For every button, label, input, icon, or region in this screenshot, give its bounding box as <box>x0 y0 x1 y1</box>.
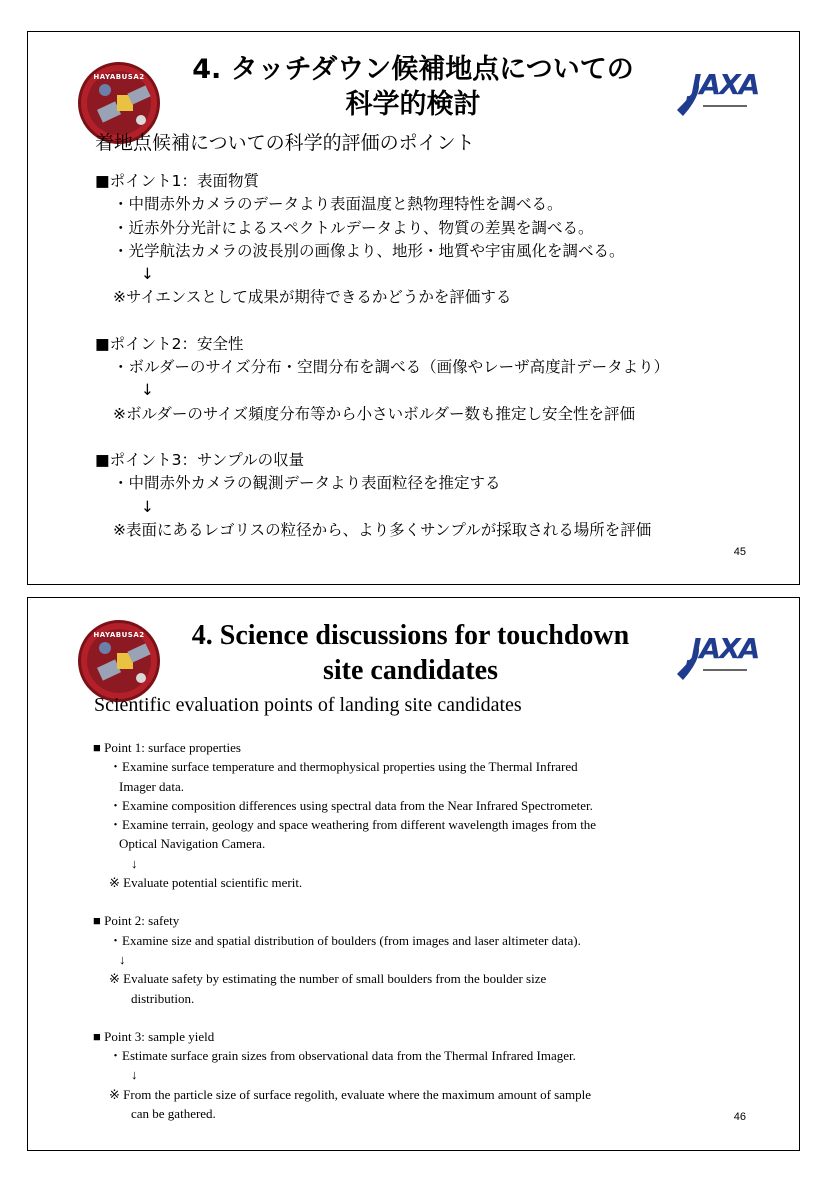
point-1-bullet-2: ・近赤外分光計によるスペクトルデータより、物質の差異を調べる。 <box>113 218 594 237</box>
point-2-bullet-1: ・Examine size and spatial distribution of boulders (from images and laser altimeter data). <box>109 932 581 948</box>
point-1-bullet-2: ・Examine composition differences using spectral data from the Near Infrared Spectrometer. <box>109 797 593 813</box>
point-2-conclusion-cont: distribution. <box>131 990 195 1006</box>
down-arrow-icon: ↓ <box>141 265 154 284</box>
point-3-heading: ■ Point 3: sample yield <box>93 1028 215 1044</box>
logo-text: HAYABUSA2 <box>93 631 145 639</box>
slide-japanese <box>27 31 800 585</box>
page-number: 46 <box>733 1111 746 1123</box>
title-line-2: site candidates <box>323 655 498 686</box>
point-1-conclusion: ※ Evaluate potential scientific merit. <box>109 875 303 891</box>
point-1-heading: ■ Point 1: surface properties <box>93 740 241 755</box>
point-3-bullet-1: ・中間赤外カメラの観測データより表面粒径を推定する <box>113 474 501 493</box>
point-1-heading: ■ポイント1：表面物質 <box>95 172 260 190</box>
logo-text: HAYABUSA2 <box>93 73 145 81</box>
point-1-bullet-3-cont: Optical Navigation Camera. <box>119 836 266 852</box>
page-number: 45 <box>733 546 746 558</box>
down-arrow-icon: ↓ <box>131 855 138 871</box>
point-2-bullet-1: ・ボルダーのサイズ分布・空間分布を調べる（画像やレーザ高度計データより） <box>113 358 670 377</box>
point-1-bullet-3: ・Examine terrain, geology and space weathering from different wavelength images from the <box>109 817 597 833</box>
slide-title <box>168 618 653 688</box>
down-arrow-icon: ↓ <box>141 497 154 516</box>
point-2-conclusion: ※ボルダーのサイズ頻度分布等から小さいボルダー数も推定し安全性を評価 <box>113 404 636 423</box>
down-arrow-icon: ↓ <box>119 951 126 967</box>
spacecraft-icon <box>81 623 160 702</box>
point-3-bullet-1: ・Estimate surface grain sizes from observational data from the Thermal Infrared Imager. <box>109 1048 576 1064</box>
slide-subtitle: 着地点候補についての科学的評価のポイント <box>95 132 475 154</box>
slide-title <box>173 52 653 122</box>
point-1-bullet-3: ・光学航法カメラの波長別の画像より、地形・地質や宇宙風化を調べる。 <box>113 241 625 260</box>
jaxa-logo <box>673 628 759 684</box>
jaxa-subtext <box>703 666 749 674</box>
down-arrow-icon: ↓ <box>141 381 154 400</box>
point-1-bullet-1: ・中間赤外カメラのデータより表面温度と熱物理特性を調べる。 <box>113 195 563 214</box>
slide-body <box>93 738 596 1123</box>
jaxa-logo <box>673 64 759 120</box>
point-1-conclusion: ※サイエンスとして成果が期待できるかどうかを評価する <box>113 288 512 307</box>
slide-subtitle: Scientific evaluation points of landing site candidates <box>94 694 522 716</box>
point-1-bullet-1-cont: Imager data. <box>119 778 184 794</box>
point-2-conclusion: ※ Evaluate safety by estimating the number of small boulders from the boulder size <box>109 971 547 987</box>
point-2-heading: ■ポイント2：安全性 <box>95 334 244 353</box>
point-2-heading: ■ Point 2: safety <box>93 913 180 929</box>
point-3-conclusion: ※ From the particle size of surface regolith, evaluate where the maximum amount of sample <box>109 1086 591 1102</box>
point-3-conclusion-cont: can be gathered. <box>131 1106 216 1122</box>
slide-body <box>95 170 669 542</box>
jaxa-logo-text: JAXA <box>691 68 759 101</box>
down-arrow-icon: ↓ <box>131 1067 138 1083</box>
hayabusa2-mission-logo <box>78 620 160 702</box>
title-line-1: 4. タッチダウン候補地点についての <box>192 54 634 85</box>
slide-english <box>27 597 800 1151</box>
point-3-heading: ■ポイント3：サンプルの収量 <box>95 450 305 469</box>
jaxa-subtext <box>703 102 749 110</box>
jaxa-logo-text: JAXA <box>691 632 759 665</box>
point-3-conclusion: ※表面にあるレゴリスの粒径から、より多くサンプルが採取される場所を評価 <box>113 520 652 539</box>
point-1-bullet-1: ・Examine surface temperature and thermophysical properties using the Thermal Infrared <box>109 759 578 775</box>
title-line-2: 科学的検討 <box>345 89 481 120</box>
title-line-1: 4. Science discussions for touchdown <box>191 620 630 651</box>
